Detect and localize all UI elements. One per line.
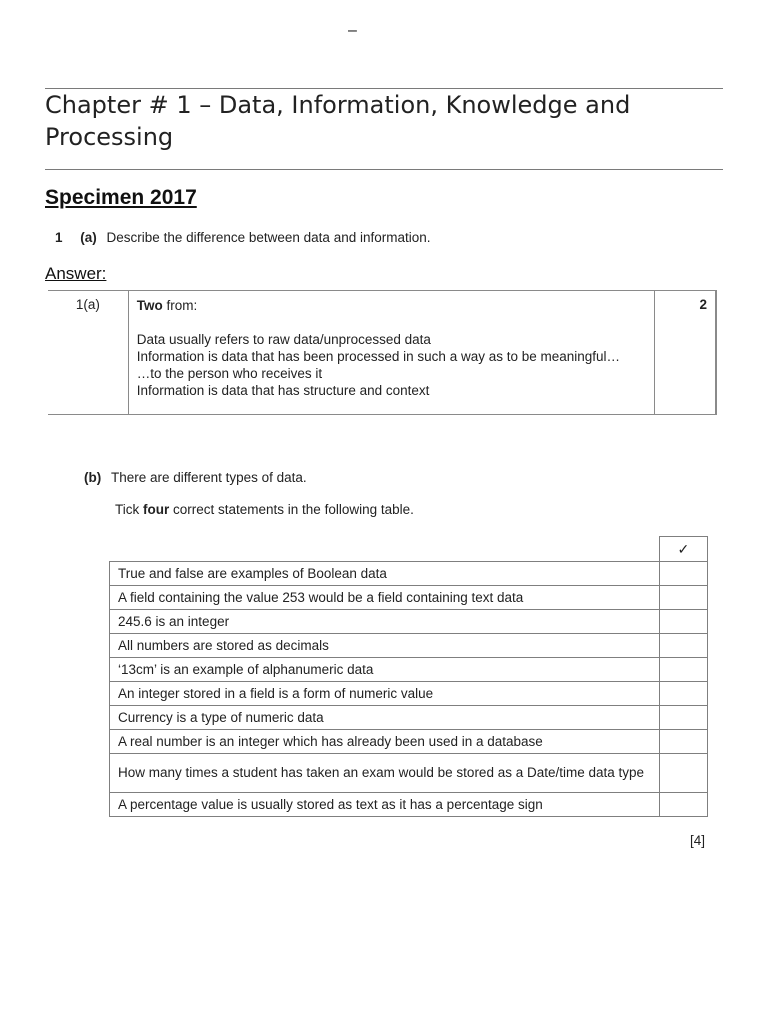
statement-cell: An integer stored in a field is a form of numeric value [110,682,660,706]
statement-cell: True and false are examples of Boolean data [110,562,660,586]
tick-box[interactable] [659,754,707,793]
tick-box[interactable] [659,682,707,706]
title-bottom-rule [45,169,723,170]
statement-cell: 245.6 is an integer [110,610,660,634]
tick-box[interactable] [659,610,707,634]
instruction-pre: Tick [115,502,143,517]
tick-box[interactable] [659,706,707,730]
tick-box[interactable] [659,658,707,682]
table-row [110,562,708,586]
instruction-post: correct statements in the following table. [169,502,414,517]
table-row [110,754,708,793]
question-part-a: (a) [80,230,97,245]
statement-cell: Currency is a type of numeric data [110,706,660,730]
table-row [110,586,708,610]
tick-table-header [110,537,708,562]
chapter-title: Chapter # 1 – Data, Information, Knowledge and Processing [45,91,631,151]
statement-cell: A percentage value is usually stored as text as it has a percentage sign [110,793,660,817]
table-row [110,793,708,817]
statement-cell: How many times a student has taken an exam would be stored as a Date/time data type [110,754,660,793]
answer-point: Information is data that has structure and context [136,383,430,398]
tick-box[interactable] [659,634,707,658]
tick-box[interactable] [659,586,707,610]
tick-box[interactable] [659,793,707,817]
question-part-b: (b) [84,470,102,485]
question-1b [84,470,307,485]
question-a-text: Describe the difference between data and information. [106,230,431,245]
tick-box[interactable] [659,562,707,586]
instruction-bold: four [143,502,170,517]
answer-table [48,290,717,415]
tick-box[interactable] [659,730,707,754]
table-row [110,634,708,658]
question-number: 1 [55,230,63,245]
question-b-text: There are different types of data. [111,470,307,485]
answer-content [128,291,654,415]
answer-intro [137,297,646,314]
statement-cell: All numbers are stored as decimals [110,634,660,658]
statement-cell: A field containing the value 253 would be a field containing text data [110,586,660,610]
table-row [110,682,708,706]
answer-label: Answer: [45,264,107,283]
total-marks: [4] [690,833,706,848]
tick-header-icon: ✓ [659,537,707,562]
answer-point: Data usually refers to raw data/unprocessed data [136,332,431,347]
answer-marks: 2 [655,291,716,415]
statement-cell: ‘13cm’ is an example of alphanumeric data [110,658,660,682]
answer-point: Information is data that has been processed in such a way as to be meaningful… [136,349,621,364]
tick-instruction [115,502,414,517]
answer-two-bold: Two [136,298,163,313]
statement-cell: A real number is an integer which has already been used in a database [110,730,660,754]
question-1a [55,230,431,245]
specimen-heading: Specimen 2017 [45,186,197,209]
tick-table [109,536,708,817]
answer-ref: 1(a) [48,291,128,415]
table-row [110,610,708,634]
table-row [110,706,708,730]
header-blank-cell [110,537,660,562]
top-dash-mark: – [348,22,357,39]
answer-point: …to the person who receives it [136,366,323,381]
answer-row [48,291,716,415]
table-row [110,730,708,754]
table-row [110,658,708,682]
answer-two-rest: from: [162,298,198,313]
